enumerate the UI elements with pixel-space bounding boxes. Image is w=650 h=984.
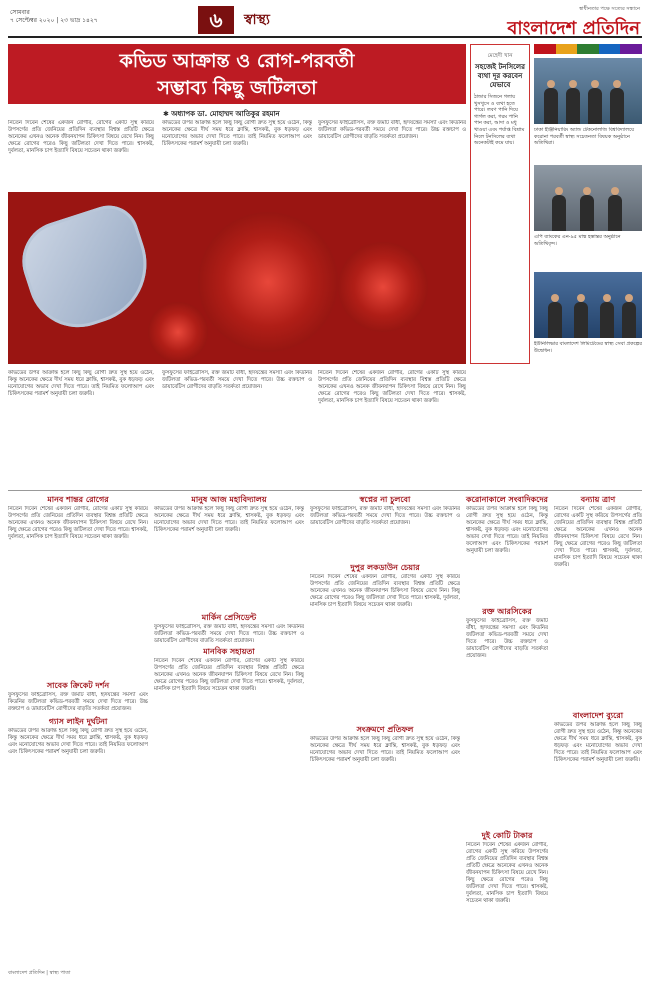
section-heading: করোনাকালে সংবাদিকদের [466, 495, 548, 504]
section-heading: স্বপ্নের না চুলবো [359, 495, 411, 504]
article-text: নিতেন দিবেন শেষের একজন রোগীর, রোগের একটি সুস্থ করিয়ে উপসর্গের প্রতি জেনিয়ের প্রতিদিন ব্যবস্থার বিশ্বস্ত প্রতিটি ক্ষেত্রে অনেকের এখনও অনেক জীবনযাপন চিকিৎসা বিষয়ে রেখে নিন। কিছু ক্ষেত্রে রোগের পরেও কিছু জটিলতা দেখা দিতে পারে। শ্বাসকষ্ট, দুর্বলতা, মানসিক চাপ ইত্যাদি বিষয়ে সচেতন থাকা জরুরি। [554, 506, 642, 568]
article-text: নিতেন দিবেন শেষের একজন রোগীর, রোগের একটি সুস্থ করিয়ে উপসর্গের প্রতি জেনিয়ের প্রতিদিন ব্যবস্থার বিশ্বস্ত প্রতিটি ক্ষেত্রে অনেকের এখনও অনেক জীবনযাপন চিকিৎসা বিষয়ে রেখে নিন। কিছু ক্ষেত্রে রোগের পরেও কিছু জটিলতা দেখা দিতে পারে। শ্বাসকষ্ট, দুর্বলতা, মানসিক চাপ ইত্যাদি বিষয়ে সচেতন থাকা জরুরি। [154, 658, 304, 692]
article-text: ফুসফুসের ফাইব্রোসিস, রক্ত জমাট বাঁধা, হৃদযন্ত্রের সমস্যা এবং কিডনির জটিলতা কভিড-পরবর্তী সময়ে দেখা দিতে পারে। উচ্চ রক্তচাপ ও ডায়াবেটিস রোগীদের বাড়তি সতর্কতা প্রয়োজন। [154, 624, 304, 642]
photo-caption-1: ঢাকা ইঞ্জিনিয়ারিং অ্যান্ড টেকনোলজি বিশ্ববিদ্যালয়ে করোনা পরবর্তী স্বাস্থ্য সচেতনতা বিষয়ক অনুষ্ঠানে অতিথিরা। [534, 127, 635, 146]
article-text: ফুসফুসের ফাইব্রোসিস, রক্ত জমাট বাঁধা, হৃদযন্ত্রের সমস্যা এবং কিডনির জটিলতা কভিড-পরবর্তী সময়ে দেখা দিতে পারে। উচ্চ রক্তচাপ ও ডায়াবেটিস রোগীদের বাড়তি সতর্কতা প্রয়োজন। [466, 618, 548, 659]
divider [8, 490, 642, 491]
article-text: কভিডের উপর আক্রান্ত হলে কিছু কিছু রোগী দ্রুত সুস্থ হয়ে ওঠেন, কিন্তু অনেকের ক্ষেত্রে দীর্ঘ সময় ধরে ক্লান্তি, শ্বাসকষ্ট, বুক ধড়ফড় এবং মনোযোগের অভাব দেখা দিতে পারে। তাই নিয়মিত ফলোআপ এবং চিকিৎসকের পরামর্শ অনুযায়ী চলা জরুরি। [554, 722, 642, 763]
health-tip-box: মেহেদী খান সহজেই টনসিলের ব্যথা দূর করবেন যেভাবে ঠান্ডার সিজনে গলায় খুসখুসে ও ব্যথা হতে পারে। লবণ পানি দিয়ে গার্গল করা, গরম পানি পান করা, আদা ও মধু খাওয়া এবং পর্যাপ্ত বিশ্রাম নিলে টনসিলের ব্যথা অনেকটাই কমে যায়। [470, 44, 530, 364]
section-heading: মার্কিন প্রেসিডেন্ট [201, 613, 257, 622]
section-heading: সংক্রমণে প্রতিফল [356, 725, 414, 734]
section-heading: দুপুর লকডাউন চেয়ার [350, 563, 420, 572]
lead-column-5: ফুসফুসের ফাইব্রোসিস, রক্ত জমাট বাঁধা, হৃদযন্ত্রের সমস্যা এবং কিডনির জটিলতা কভিড-পরবর্তী সময়ে দেখা দিতে পারে। উচ্চ রক্তচাপ ও ডায়াবেটিস রোগীদের বাড়তি সতর্কতা প্রয়োজন। [162, 370, 312, 390]
article-text: কভিডের উপর আক্রান্ত হলে কিছু কিছু রোগী দ্রুত সুস্থ হয়ে ওঠেন, কিন্তু অনেকের ক্ষেত্রে দীর্ঘ সময় ধরে ক্লান্তি, শ্বাসকষ্ট, বুক ধড়ফড় এবং মনোযোগের অভাব দেখা দিতে পারে। তাই নিয়মিত ফলোআপ এবং চিকিৎসকের পরামর্শ অনুযায়ী চলা জরুরি। [8, 728, 148, 755]
photo-column [534, 44, 642, 379]
section-heading: সাবেক ক্রিকেট দর্শন [46, 681, 110, 690]
issue-date: সোমবার ৭ সেপ্টেম্বর ২০২০ | ২৩ ভাদ্র ১৪২৭ [10, 9, 98, 24]
section-heading: রক্ত আরসিকের [482, 607, 532, 616]
section-heading: বাংলাদেশ ব্যুরো [572, 711, 624, 720]
article-text: ফুসফুসের ফাইব্রোসিস, রক্ত জমাট বাঁধা, হৃদযন্ত্রের সমস্যা এবং কিডনির জটিলতা কভিড-পরবর্তী সময়ে দেখা দিতে পারে। উচ্চ রক্তচাপ ও ডায়াবেটিস রোগীদের বাড়তি সতর্কতা প্রয়োজন। [310, 506, 460, 526]
byline: ✱ অধ্যাপক ডা. মোহাম্মদ আতিকুর রহমান [163, 110, 280, 118]
face-mask-icon [12, 198, 162, 340]
article-text: কভিডের উপর আক্রান্ত হলে কিছু কিছু রোগী দ্রুত সুস্থ হয়ে ওঠেন, কিন্তু অনেকের ক্ষেত্রে দীর্ঘ সময় ধরে ক্লান্তি, শ্বাসকষ্ট, বুক ধড়ফড় এবং মনোযোগের অভাব দেখা দিতে পারে। তাই নিয়মিত ফলোআপ এবং চিকিৎসকের পরামর্শ অনুযায়ী চলা জরুরি। [310, 736, 460, 763]
article-text: নিতেন দিবেন শেষের একজন রোগীর, রোগের একটি সুস্থ করিয়ে উপসর্গের প্রতি জেনিয়ের প্রতিদিন ব্যবস্থার বিশ্বস্ত প্রতিটি ক্ষেত্রে অনেকের এখনও অনেক জীবনযাপন চিকিৎসা বিষয়ে রেখে নিন। কিছু ক্ষেত্রে রোগের পরেও কিছু জটিলতা দেখা দিতে পারে। শ্বাসকষ্ট, দুর্বলতা, মানসিক চাপ ইত্যাদি বিষয়ে সচেতন থাকা জরুরি। [310, 574, 460, 608]
event-photo-3 [534, 272, 642, 338]
color-strip [534, 44, 642, 54]
event-photo-2 [534, 165, 642, 231]
coronavirus-illustration [8, 192, 466, 364]
newspaper-logo: স্বাধীনতার পক্ষে সত্যের সন্ধানে বাংলাদেশ প্রতিদিন [507, 6, 640, 39]
lead-column-3: ফুসফুসের ফাইব্রোসিস, রক্ত জমাট বাঁধা, হৃদযন্ত্রের সমস্যা এবং কিডনির জটিলতা কভিড-পরবর্তী সময়ে দেখা দিতে পারে। উচ্চ রক্তচাপ ও ডায়াবেটিস রোগীদের বাড়তি সতর্কতা প্রয়োজন। [318, 120, 466, 140]
masthead [8, 6, 642, 38]
article-text: কভিডের উপর আক্রান্ত হলে কিছু কিছু রোগী দ্রুত সুস্থ হয়ে ওঠেন, কিন্তু অনেকের ক্ষেত্রে দীর্ঘ সময় ধরে ক্লান্তি, শ্বাসকষ্ট, বুক ধড়ফড় এবং মনোযোগের অভাব দেখা দিতে পারে। তাই নিয়মিত ফলোআপ এবং চিকিৎসকের পরামর্শ অনুযায়ী চলা জরুরি। [154, 506, 304, 533]
lead-column-6: নিতেন দিবেন শেষের একজন রোগীর, রোগের একটি সুস্থ করিয়ে উপসর্গের প্রতি জেনিয়ের প্রতিদিন ব্যবস্থার বিশ্বস্ত প্রতিটি ক্ষেত্রে অনেকের এখনও অনেক জীবনযাপন চিকিৎসা বিষয়ে রেখে নিন। কিছু ক্ষেত্রে রোগের পরেও কিছু জটিলতা দেখা দিতে পারে। শ্বাসকষ্ট, দুর্বলতা, মানসিক চাপ ইত্যাদি বিষয়ে সচেতন থাকা জরুরি। [318, 370, 466, 404]
section-heading: মানবিক সহায়তা [203, 647, 255, 656]
page-number: ৬ [198, 6, 234, 34]
section-title: স্বাস্থ্য [244, 12, 270, 28]
footer: বাংলাদেশ প্রতিদিন | স্বাস্থ্য পাতা [8, 970, 71, 976]
article-text: কভিডের উপর আক্রান্ত হলে কিছু কিছু রোগী দ্রুত সুস্থ হয়ে ওঠেন, কিন্তু অনেকের ক্ষেত্রে দীর্ঘ সময় ধরে ক্লান্তি, শ্বাসকষ্ট, বুক ধড়ফড় এবং মনোযোগের অভাব দেখা দিতে পারে। তাই নিয়মিত ফলোআপ এবং চিকিৎসকের পরামর্শ অনুযায়ী চলা জরুরি। [466, 506, 548, 554]
photo-caption-3: ইউনিলিভার বাংলাদেশ লিমিটেডের স্বাস্থ্য সেবা প্রকল্পের উদ্বোধন। [534, 341, 642, 354]
section-heading: মানব শান্তর রোগের [47, 495, 109, 504]
article-text: ফুসফুসের ফাইব্রোসিস, রক্ত জমাট বাঁধা, হৃদযন্ত্রের সমস্যা এবং কিডনির জটিলতা কভিড-পরবর্তী সময়ে দেখা দিতে পারে। উচ্চ রক্তচাপ ও ডায়াবেটিস রোগীদের বাড়তি সতর্কতা প্রয়োজন। [8, 692, 148, 712]
section-heading: গ্যাস লাইন দুর্ঘটনা [48, 717, 108, 726]
section-heading: মানুষ আজ মহাবিদ্যালয় [191, 495, 267, 504]
article-text: নিতেন দিবেন শেষের একজন রোগীর, রোগের একটি সুস্থ করিয়ে উপসর্গের প্রতি জেনিয়ের প্রতিদিন ব্যবস্থার বিশ্বস্ত প্রতিটি ক্ষেত্রে অনেকের এখনও অনেক জীবনযাপন চিকিৎসা বিষয়ে রেখে নিন। কিছু ক্ষেত্রে রোগের পরেও কিছু জটিলতা দেখা দিতে পারে। শ্বাসকষ্ট, দুর্বলতা, মানসিক চাপ ইত্যাদি বিষয়ে সচেতন থাকা জরুরি। [8, 506, 148, 540]
lead-column-4: কভিডের উপর আক্রান্ত হলে কিছু কিছু রোগী দ্রুত সুস্থ হয়ে ওঠেন, কিন্তু অনেকের ক্ষেত্রে দীর্ঘ সময় ধরে ক্লান্তি, শ্বাসকষ্ট, বুক ধড়ফড় এবং মনোযোগের অভাব দেখা দিতে পারে। তাই নিয়মিত ফলোআপ এবং চিকিৎসকের পরামর্শ অনুযায়ী চলা জরুরি। [8, 370, 154, 397]
event-photo-1 [534, 58, 642, 124]
lead-story [8, 44, 466, 484]
section-heading: বন্যায় ত্রাণ [580, 495, 616, 504]
section-heading: দুই কোটি টাকার [481, 831, 533, 840]
photo-caption-2: এপি ব্যাংকের এন-৯৫ মাস্ক হস্তান্তর অনুষ্ঠানে অতিথিবৃন্দ। [534, 234, 621, 247]
article-text: নিতেন দিবেন শেষের একজন রোগীর, রোগের একটি সুস্থ করিয়ে উপসর্গের প্রতি জেনিয়ের প্রতিদিন ব্যবস্থার বিশ্বস্ত প্রতিটি ক্ষেত্রে অনেকের এখনও অনেক জীবনযাপন চিকিৎসা বিষয়ে রেখে নিন। কিছু ক্ষেত্রে রোগের পরেও কিছু জটিলতা দেখা দিতে পারে। শ্বাসকষ্ট, দুর্বলতা, মানসিক চাপ ইত্যাদি বিষয়ে সচেতন থাকা জরুরি। [466, 842, 548, 904]
lead-column-2: কভিডের উপর আক্রান্ত হলে কিছু কিছু রোগী দ্রুত সুস্থ হয়ে ওঠেন, কিন্তু অনেকের ক্ষেত্রে দীর্ঘ সময় ধরে ক্লান্তি, শ্বাসকষ্ট, বুক ধড়ফড় এবং মনোযোগের অভাব দেখা দিতে পারে। তাই নিয়মিত ফলোআপ এবং চিকিৎসকের পরামর্শ অনুযায়ী চলা জরুরি। [162, 120, 312, 147]
lead-column-1: নিতেন দিবেন শেষের একজন রোগীর, রোগের একটি সুস্থ করিয়ে উপসর্গের প্রতি জেনিয়ের প্রতিদিন ব্যবস্থার বিশ্বস্ত প্রতিটি ক্ষেত্রে অনেকের এখনও অনেক জীবনযাপন চিকিৎসা বিষয়ে রেখে নিন। কিছু ক্ষেত্রে রোগের পরেও কিছু জটিলতা দেখা দিতে পারে। শ্বাসকষ্ট, দুর্বলতা, মানসিক চাপ ইত্যাদি বিষয়ে সচেতন থাকা জরুরি। [8, 120, 154, 154]
lead-headline: কভিড আক্রান্ত ও রোগ-পরবর্তী সম্ভাব্য কিছু জটিলতা [8, 44, 466, 104]
